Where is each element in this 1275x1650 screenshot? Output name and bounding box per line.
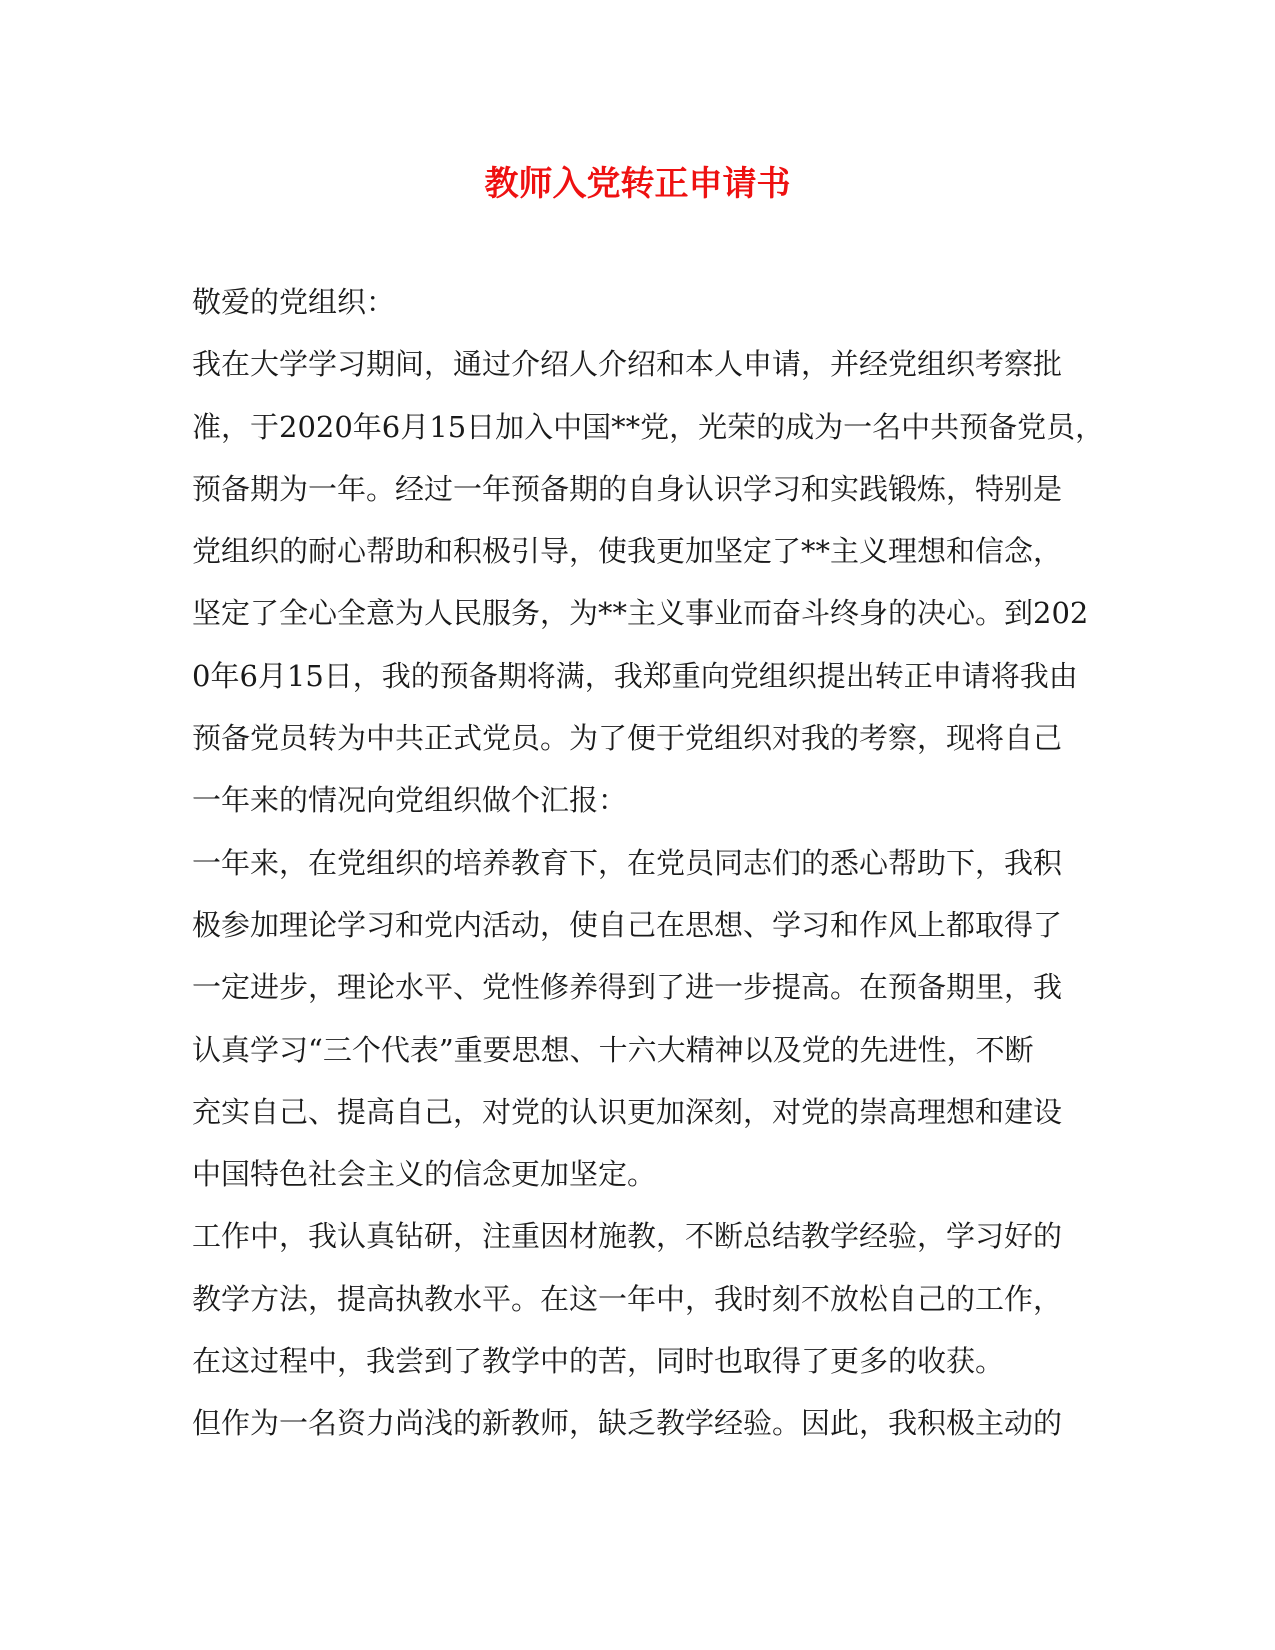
body-line: 预备党员转为中共正式党员。为了便于党组织对我的考察，现将自己: [192, 721, 1063, 756]
body-line: 一年来，在党组织的培养教育下，在党员同志们的悉心帮助下，我积: [192, 845, 1063, 880]
body-line: 认真学习“三个代表”重要思想、十六大精神以及党的先进性，不断: [192, 1032, 1034, 1067]
body-line: 准，于2020年6月15日加入中国**党，光荣的成为一名中共预备党员，: [192, 409, 1105, 444]
body-line: 一定进步，理论水平、党性修养得到了进一步提高。在预备期里，我: [192, 970, 1063, 1005]
body-line: 0年6月15日，我的预备期将满，我郑重向党组织提出转正申请将我由: [192, 658, 1078, 693]
body-line: 我在大学学习期间，通过介绍人介绍和本人申请，并经党组织考察批: [192, 347, 1063, 382]
body-line: 充实自己、提高自己，对党的认识更加深刻，对党的崇高理想和建设: [192, 1094, 1063, 1129]
body-line: 预备期为一年。经过一年预备期的自身认识学习和实践锻炼，特别是: [192, 471, 1063, 506]
salutation-line: 敬爱的党组织：: [192, 285, 396, 319]
document-title: 教师入党转正申请书: [484, 164, 791, 204]
body-line: 中国特色社会主义的信念更加坚定。: [192, 1157, 657, 1192]
body-line: 教学方法，提高执教水平。在这一年中，我时刻不放松自己的工作，: [192, 1281, 1063, 1316]
body-line: 但作为一名资力尚浅的新教师，缺乏教学经验。因此，我积极主动的: [192, 1406, 1063, 1441]
body-line: 极参加理论学习和党内活动，使自己在思想、学习和作风上都取得了: [192, 907, 1063, 942]
document-body: [192, 271, 1105, 1455]
body-line: 党组织的耐心帮助和积极引导，使我更加坚定了**主义理想和信念，: [192, 534, 1063, 569]
body-line: 坚定了全心全意为人民服务，为**主义事业而奋斗终身的决心。到202: [192, 596, 1089, 631]
body-line: 一年来的情况向党组织做个汇报：: [192, 783, 628, 818]
body-line: 工作中，我认真钻研，注重因材施教，不断总结教学经验，学习好的: [192, 1219, 1063, 1254]
body-line: 在这过程中，我尝到了教学中的苦，同时也取得了更多的收获。: [192, 1344, 1005, 1379]
